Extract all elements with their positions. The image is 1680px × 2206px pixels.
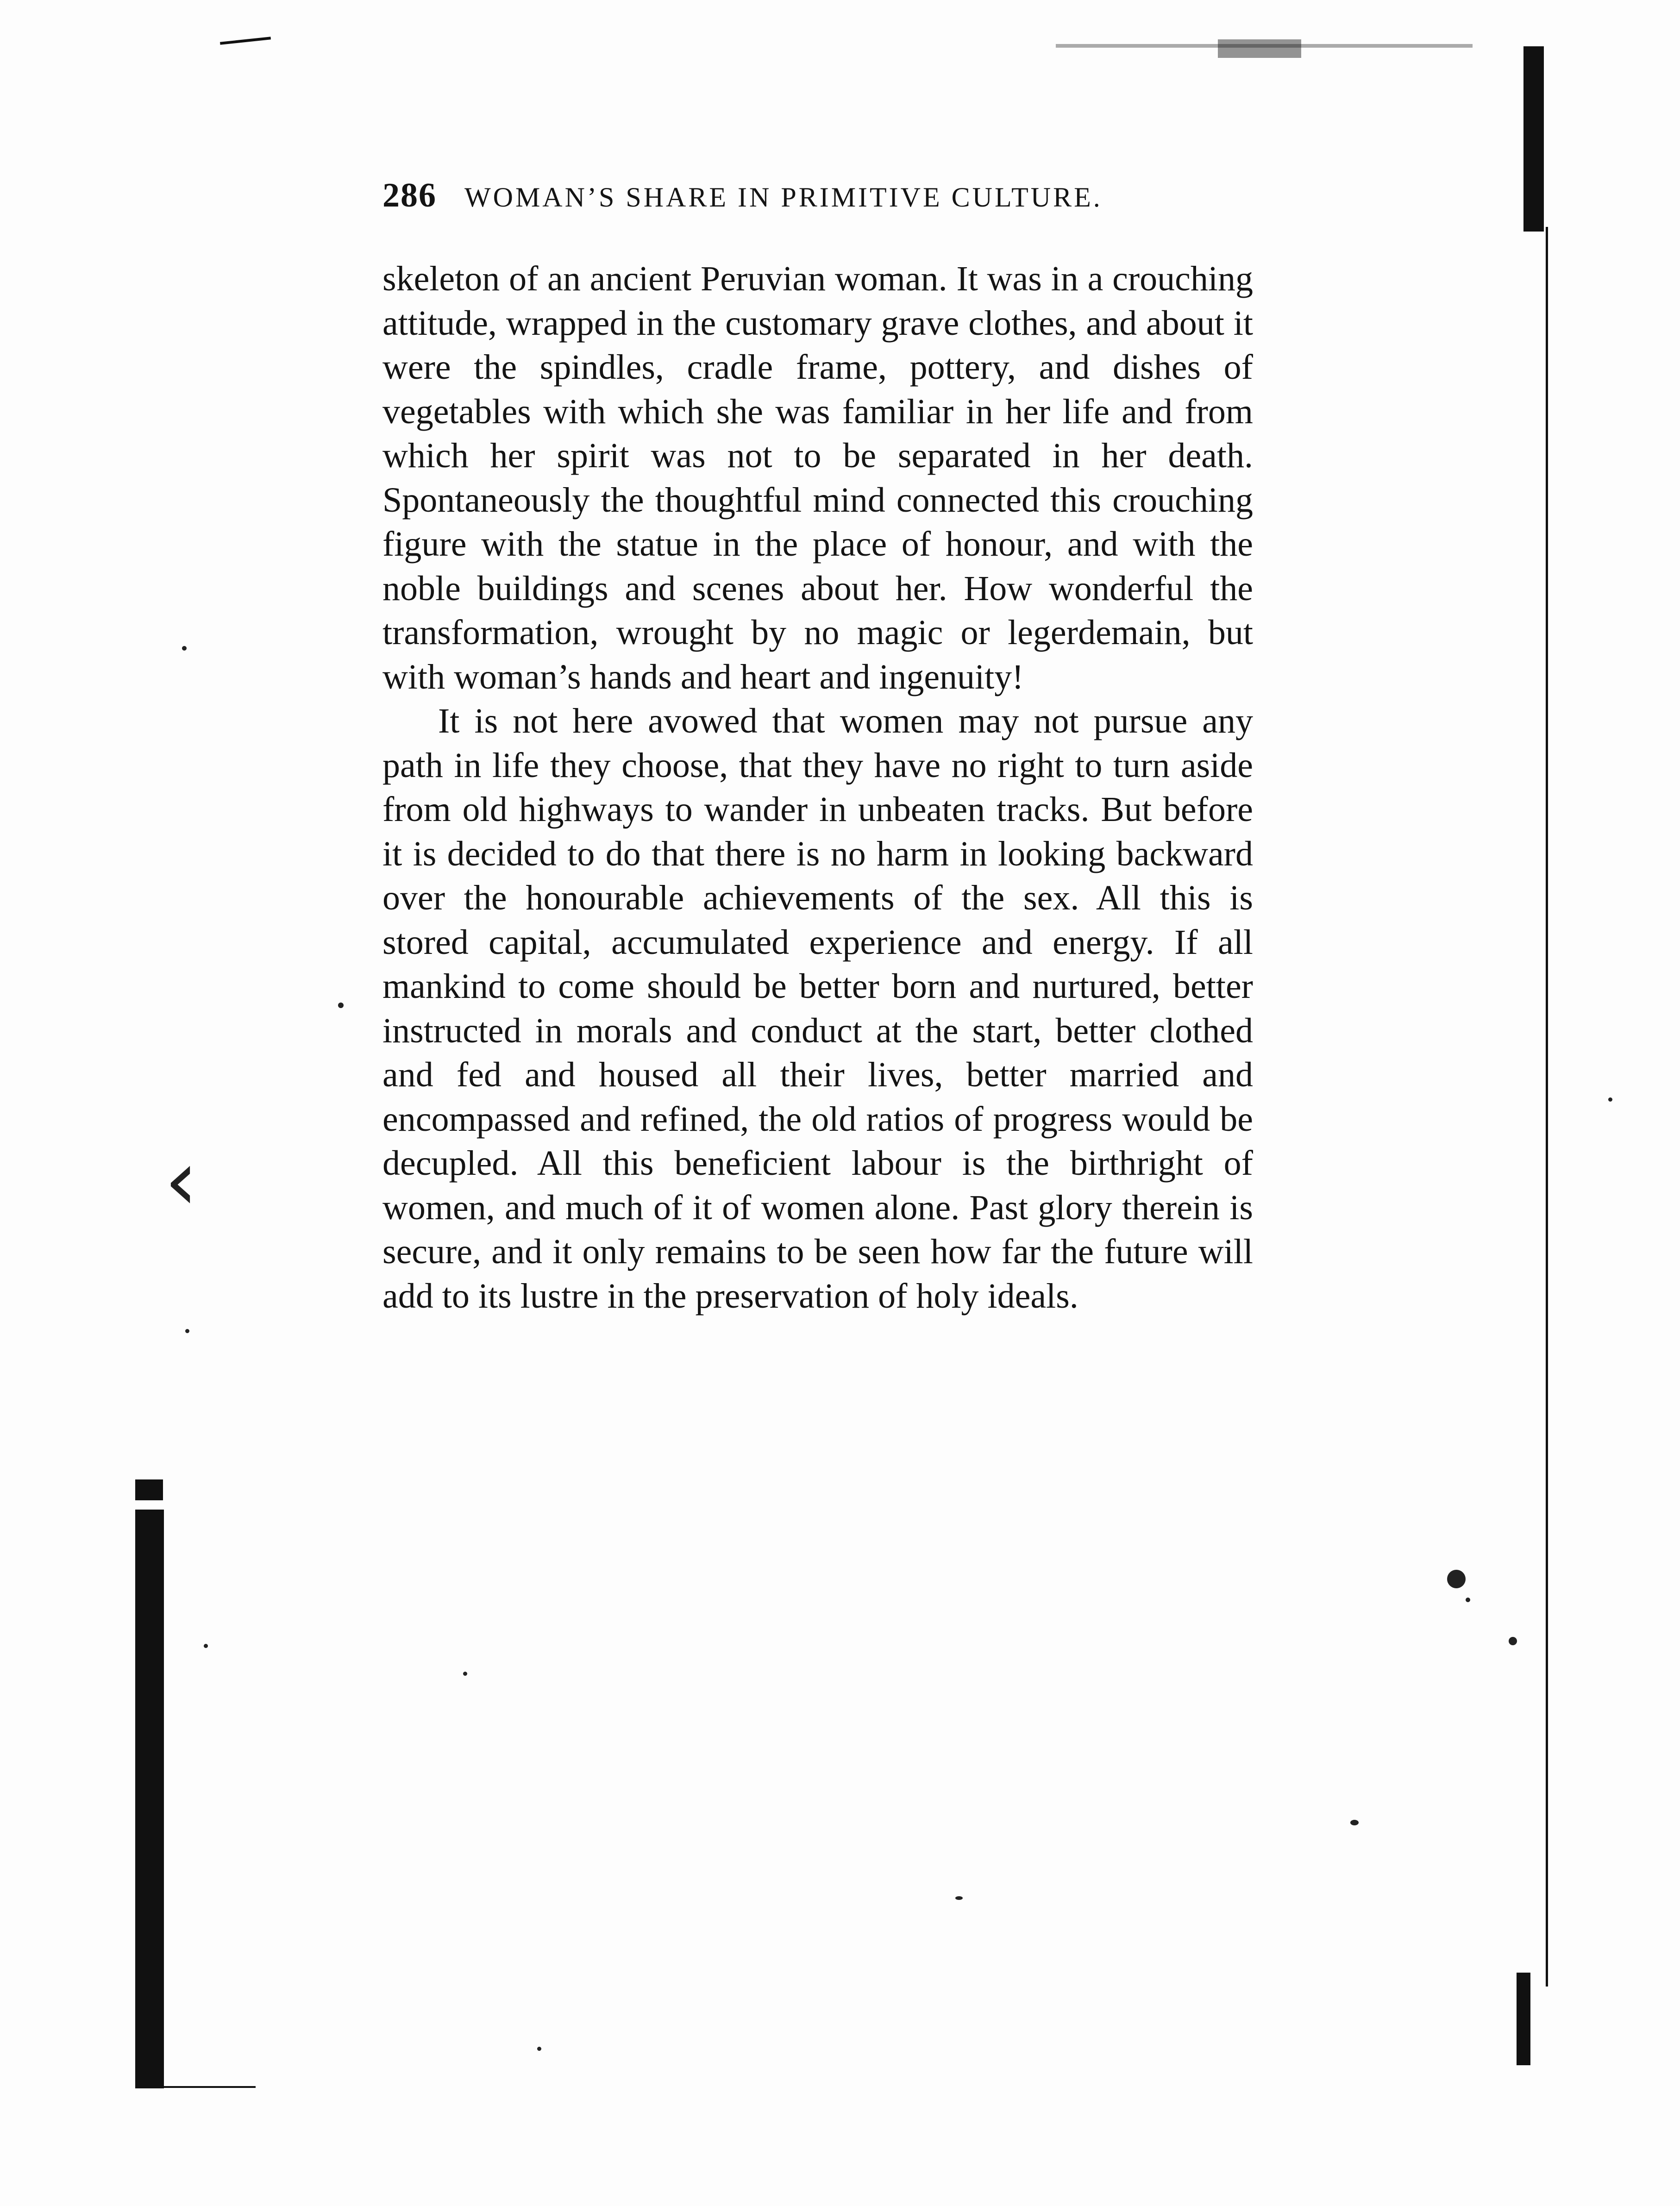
speck (338, 1003, 344, 1008)
right-binding-line (1546, 227, 1548, 1987)
right-binding-edge-top (1523, 46, 1544, 232)
speck (204, 1644, 208, 1648)
right-binding-edge-bottom (1517, 1973, 1530, 2065)
speck (182, 646, 187, 651)
top-noise-3 (1218, 39, 1301, 58)
paragraph-1: skeleton of an ancient Peruvian woman. It was in a crouching attitude, wrapped in the customary grave clothes, and about it were the spindles, cradle frame, pottery, and dishes of vegetables with which she was familiar in her life and from which her spirit was not to be separated in her death. Spontaneously the thoughtful mind connected this crouching figure with the statue in the place of honour, and with the noble buildings and scenes about her. How wonderful the transformation, wrought by no magic or legerdemain, but with woman’s hands and heart and ingenuity! (382, 259, 1253, 696)
running-head (382, 176, 1253, 232)
speck (1509, 1637, 1517, 1645)
left-binding-edge-cap (135, 1479, 163, 1500)
bottom-edge-line (135, 2086, 256, 2088)
body-text (382, 257, 1253, 1318)
margin-bracket-mark: ‹ (164, 1132, 198, 1229)
speck (1466, 1598, 1470, 1602)
speck (537, 2047, 541, 2051)
speck (1350, 1820, 1359, 1825)
paragraph-2: It is not here avowed that women may not pursue any path in life they choose, that they have no right to turn aside from old highways to wander in unbeaten tracks. But before it is decided to do that there is no harm in looking backward over the honourable achievements of the sex. All this is stored capital, accumulated experience and energy. If all mankind to come should be better born and nurtured, better instructed in morals and conduct at the start, better clothed and fed and housed all their lives, better married and encompassed and refined, the old ratios of progress would be decupled. All this beneficient labour is the birthright of women, and much of it of women alone. Past glory therein is secure, and it only remains to be seen how far the future will add to its lustre in the preservation of holy ideals. (382, 702, 1253, 1316)
speck (1608, 1097, 1612, 1102)
top-noise-1 (220, 37, 271, 44)
page-number: 286 (382, 176, 437, 214)
speck (955, 1896, 963, 1900)
book-title: WOMAN’S SHARE IN PRIMITIVE CULTURE. (464, 182, 1103, 213)
speck (1447, 1570, 1466, 1588)
speck (185, 1329, 189, 1333)
left-binding-edge (135, 1510, 164, 2088)
speck (463, 1672, 467, 1676)
